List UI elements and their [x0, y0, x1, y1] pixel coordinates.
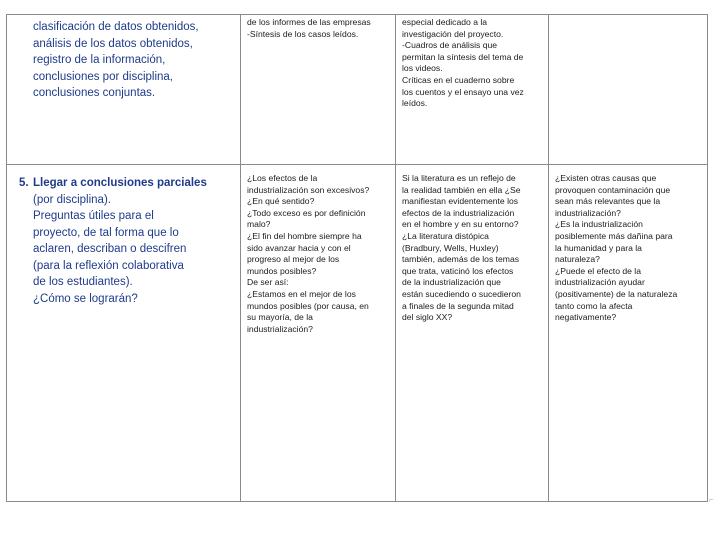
text-line: industrialización son excesivos? — [247, 184, 370, 195]
text-line: progreso al mejor de los — [247, 254, 340, 265]
step-number: 5. — [19, 177, 29, 189]
row2-col2-text — [241, 165, 395, 335]
text-line: sean más relevantes que la — [555, 196, 661, 207]
text-line: investigación del proyecto. — [402, 28, 504, 39]
text-line: proyecto, de tal forma que lo — [33, 226, 179, 239]
row1-col3-cell — [396, 15, 549, 165]
row1-col4-text — [549, 15, 707, 17]
text-line: naturaleza? — [555, 254, 600, 265]
text-line: posiblemente más dañina para — [555, 230, 673, 241]
text-line: Si la literatura es un reflejo de — [402, 173, 516, 183]
text-line: Preguntas útiles para el — [33, 210, 154, 222]
text-line: sido avanzar hacia y con el — [247, 242, 351, 253]
row2-col2-cell — [241, 165, 396, 502]
text-line: (Bradbury, Wells, Huxley) — [402, 242, 499, 253]
text-line: De ser así: — [247, 277, 289, 288]
text-line: malo? — [247, 219, 271, 230]
text-line: de los informes de las empresas — [247, 17, 371, 27]
row2-col4-text — [549, 165, 707, 324]
row1-col4-cell — [549, 15, 708, 165]
text-line: ¿Puede el efecto de la — [555, 265, 641, 276]
text-line: ¿Existen otras causas que — [555, 173, 657, 183]
row2-col1-text — [7, 165, 240, 307]
text-line: efectos de la industrialización — [402, 207, 515, 218]
table-row — [7, 165, 708, 502]
text-line: a finales de la segunda mitad — [402, 300, 514, 311]
row1-col3-text — [396, 15, 548, 110]
row1-col2-text — [241, 15, 395, 40]
page-corner-mark: ⌐ — [709, 497, 714, 504]
text-line: industrialización ayudar — [555, 277, 645, 288]
table-row — [7, 15, 708, 165]
text-line: conclusiones conjuntas. — [33, 87, 156, 99]
text-line: ¿El fin del hombre siempre ha — [247, 230, 362, 241]
text-line: mundos posibles (por causa, en — [247, 300, 369, 311]
text-line: ¿La literatura distópica — [402, 230, 489, 241]
text-line: conclusiones por disciplina, — [33, 70, 173, 83]
planning-table — [6, 14, 708, 502]
step-description — [19, 192, 234, 308]
text-line: que trata, vaticinó los efectos — [402, 265, 514, 276]
text-line: la realidad también en ella ¿Se — [402, 184, 521, 195]
text-line: registro de la información, — [33, 54, 166, 66]
text-line: también, además de los temas — [402, 254, 520, 265]
text-line: están sucediendo o sucedieron — [402, 288, 521, 299]
text-line: -Síntesis de los casos leídos. — [247, 28, 359, 39]
text-line: (por disciplina). — [33, 193, 111, 206]
row2-col3-cell — [396, 165, 549, 502]
row2-col1-cell — [7, 165, 241, 502]
row1-col1-cell — [7, 15, 241, 165]
text-line: tanto como la afecta — [555, 300, 633, 311]
text-line: del siglo XX? — [402, 312, 453, 323]
text-line: los videos. — [402, 63, 443, 74]
row1-col1-text — [7, 15, 240, 102]
text-line: Críticas en el cuaderno sobre — [402, 74, 515, 85]
text-line: de la industrialización que — [402, 277, 501, 288]
text-line: -Cuadros de análisis que — [402, 40, 498, 51]
step-heading — [19, 175, 234, 192]
text-line: clasificación de datos obtenidos, — [33, 21, 199, 33]
text-line: negativamente? — [555, 312, 617, 323]
text-line: permitan la síntesis del tema de — [402, 51, 524, 62]
text-line: ¿Estamos en el mejor de los — [247, 288, 356, 299]
step-title: Llegar a conclusiones parciales — [33, 177, 207, 189]
row1-col2-cell — [241, 15, 396, 165]
text-line: leídos. — [402, 98, 428, 109]
text-line: ¿En qué sentido? — [247, 196, 315, 207]
row2-col3-text — [396, 165, 548, 324]
text-line: provoquen contaminación que — [555, 184, 671, 195]
text-line: industrialización? — [555, 207, 621, 218]
text-line: ¿Todo exceso es por definición — [247, 207, 366, 218]
text-line: mundos posibles? — [247, 265, 317, 276]
text-line: (para la reflexión colaborativa — [33, 259, 184, 272]
text-line: aclaren, describan o descifren — [33, 243, 187, 255]
text-line: ¿Es la industrialización — [555, 219, 643, 230]
text-line: (positivamente) de la naturaleza — [555, 288, 678, 299]
text-line: su mayoría, de la — [247, 312, 313, 323]
text-line: manifiestan evidentemente los — [402, 196, 519, 207]
text-line: análisis de los datos obtenidos, — [33, 37, 193, 50]
text-line: ¿Cómo se lograrán? — [33, 292, 138, 305]
text-line: en el hombre y en su entorno? — [402, 219, 519, 230]
text-line: de los estudiantes). — [33, 276, 133, 288]
row2-col4-cell — [549, 165, 708, 502]
text-line: los cuentos y el ensayo una vez — [402, 86, 524, 97]
text-line: especial dedicado a la — [402, 17, 488, 27]
text-line: ¿Los efectos de la — [247, 173, 318, 183]
text-line: la humanidad y para la — [555, 242, 642, 253]
text-line: industrialización? — [247, 323, 313, 334]
